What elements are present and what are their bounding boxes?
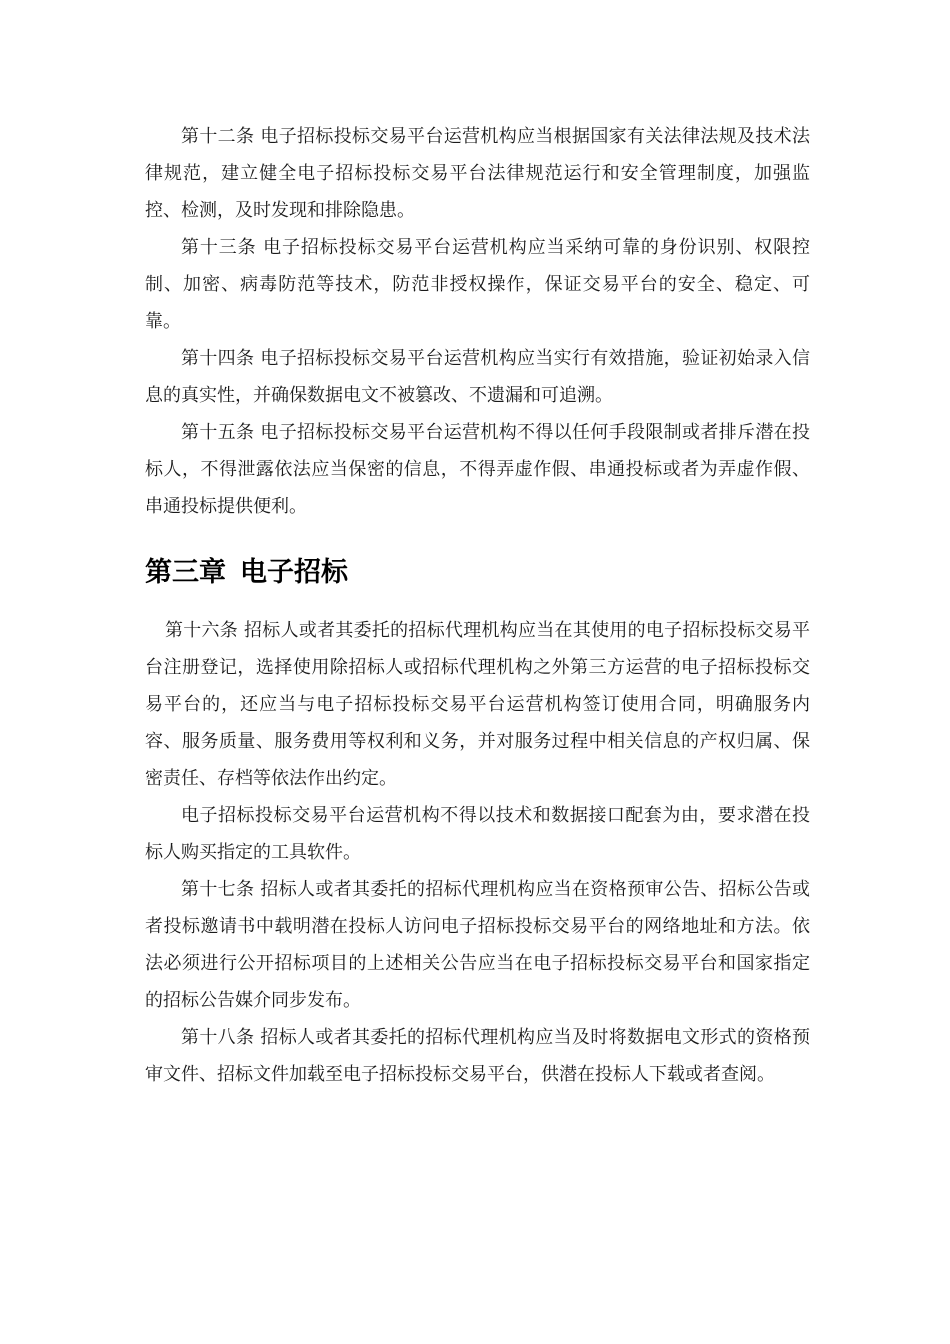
articles-section-chapter-three — [145, 612, 810, 1093]
article-15: 第十五条 电子招标投标交易平台运营机构不得以任何手段限制或者排斥潜在投标人，不得泄露依法应当保密的信息，不得弄虚作假、串通投标或者为弄虚作假、串通投标提供便利。 — [145, 422, 810, 517]
chapter-heading — [145, 553, 810, 593]
chapter-title: 电子招标 — [240, 557, 348, 588]
article-12: 第十二条 电子招标投标交易平台运营机构应当根据国家有关法律法规及技术法律规范，建立健全电子招标投标交易平台法律规范运行和安全管理制度，加强监控、检测，及时发现和排除隐患。 — [145, 126, 810, 221]
article-14: 第十四条 电子招标投标交易平台运营机构应当实行有效措施，验证初始录入信息的真实性，并确保数据电文不被篡改、不遗漏和可追溯。 — [145, 348, 810, 406]
article-18: 第十八条 招标人或者其委托的招标代理机构应当及时将数据电文形式的资格预审文件、招标文件加载至电子招标投标交易平台，供潜在投标人下载或者查阅。 — [145, 1027, 810, 1085]
article-13: 第十三条 电子招标投标交易平台运营机构应当采纳可靠的身份识别、权限控制、加密、病毒防范等技术，防范非授权操作，保证交易平台的安全、稳定、可靠。 — [145, 237, 810, 332]
chapter-number: 第三章 — [145, 557, 226, 588]
article-17: 第十七条 招标人或者其委托的招标代理机构应当在资格预审公告、招标公告或者投标邀请书中载明潜在投标人访问电子招标投标交易平台的网络地址和方法。依法必须进行公开招标项目的上述相关公告应当在电子招标投标交易平台和国家指定的招标公告媒介同步发布。 — [145, 879, 810, 1011]
article-16: 第十六条 招标人或者其委托的招标代理机构应当在其使用的电子招标投标交易平台注册登记，选择使用除招标人或招标代理机构之外第三方运营的电子招标投标交易平台的，还应当与电子招标投标交易平台运营机构签订使用合同，明确服务内容、服务质量、服务费用等权利和义务，并对服务过程中相关信息的产权归属、保密责任、存档等依法作出约定。 — [145, 620, 810, 789]
articles-section-chapter-two — [145, 118, 810, 525]
article-16-supplement: 电子招标投标交易平台运营机构不得以技术和数据接口配套为由，要求潜在投标人购买指定的工具软件。 — [145, 805, 810, 863]
